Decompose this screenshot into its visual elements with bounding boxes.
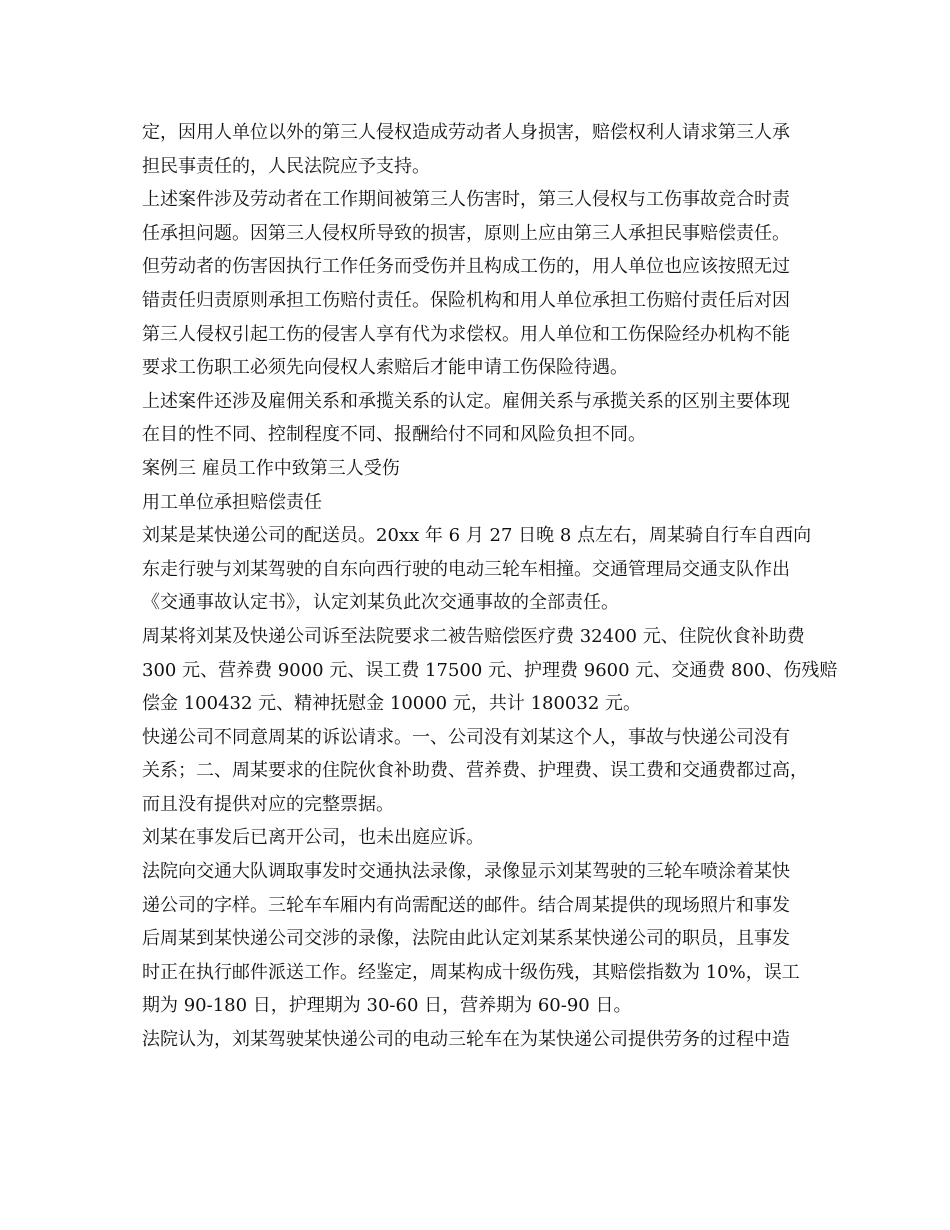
text-line: 期为 90-180 日，护理期为 30-60 日，营养期为 60-90 日。 [142, 995, 632, 1017]
text-line: 定，因用人单位以外的第三人侵权造成劳动者人身损害，赔偿权利人请求第三人承 [142, 122, 790, 143]
text-line: 但劳动者的伤害因执行工作任务而受伤并且构成工伤的，用人单位也应该按照无过 [142, 256, 790, 278]
text-line: 在目的性不同、控制程度不同、报酬给付不同和风险负担不同。 [142, 424, 646, 446]
text-line: 法院向交通大队调取事发时交通执法录像，录像显示刘某驾驶的三轮车喷涂着某快 [142, 861, 790, 883]
text-line: 偿金 100432 元、精神抚慰金 10000 元，共计 180032 元。 [142, 693, 642, 715]
text-line: 担民事责任的，人民法院应予支持。 [142, 155, 430, 177]
document-body [142, 116, 838, 1057]
text-line: 时正在执行邮件派送工作。经鉴定，周某构成十级伤残，其赔偿指数为 10%，误工 [142, 961, 800, 983]
text-line: 东走行驶与刘某驾驶的自东向西行驶的电动三轮车相撞。交通管理局交通支队作出 [142, 558, 790, 580]
text-line: 第三人侵权引起工伤的侵害人享有代为求偿权。用人单位和工伤保险经办机构不能 [142, 323, 790, 345]
text-line: 后周某到某快递公司交涉的录像，法院由此认定刘某系某快递公司的职员，且事发 [142, 928, 790, 950]
section-subheading: 用工单位承担赔偿责任 [142, 491, 322, 513]
text-line: 错责任归责原则承担工伤赔付责任。保险机构和用人单位承担工伤赔付责任后对因 [142, 289, 790, 311]
text-line: 上述案件涉及劳动者在工作期间被第三人伤害时，第三人侵权与工伤事故竞合时责 [142, 189, 790, 211]
text-line: 法院认为，刘某驾驶某快递公司的电动三轮车在为某快递公司提供劳务的过程中造 [142, 1029, 790, 1051]
text-line: 而且没有提供对应的完整票据。 [142, 793, 394, 815]
text-line: 快递公司不同意周某的诉讼请求。一、公司没有刘某这个人，事故与快递公司没有 [142, 726, 790, 748]
text-line: 300 元、营养费 9000 元、误工费 17500 元、护理费 9600 元、交通费 800、伤残赔 [142, 659, 838, 681]
text-line: 上述案件还涉及雇佣关系和承揽关系的认定。雇佣关系与承揽关系的区别主要体现 [142, 390, 790, 412]
text-line: 周某将刘某及快递公司诉至法院要求二被告赔偿医疗费 32400 元、住院伙食补助费 [142, 625, 805, 647]
text-line: 《交通事故认定书》，认定刘某负此次交通事故的全部责任。 [142, 592, 619, 614]
section-heading: 案例三 雇员工作中致第三人受伤 [142, 457, 400, 479]
text-line: 递公司的字样。三轮车车厢内有尚需配送的邮件。结合周某提供的现场照片和事发 [142, 894, 790, 916]
text-line: 要求工伤职工必须先向侵权人索赔后才能申请工伤保险待遇。 [142, 357, 628, 379]
text-line: 关系；二、周某要求的住院伙食补助费、营养费、护理费、误工费和交通费都过高， [142, 760, 808, 782]
text-line: 刘某是某快递公司的配送员。20xx 年 6 月 27 日晚 8 点左右，周某骑自行车自西向 [142, 525, 812, 547]
text-line: 任承担问题。因第三人侵权所导致的损害，原则上应由第三人承担民事赔偿责任。 [142, 222, 790, 244]
text-line: 刘某在事发后已离开公司，也未出庭应诉。 [142, 827, 484, 849]
